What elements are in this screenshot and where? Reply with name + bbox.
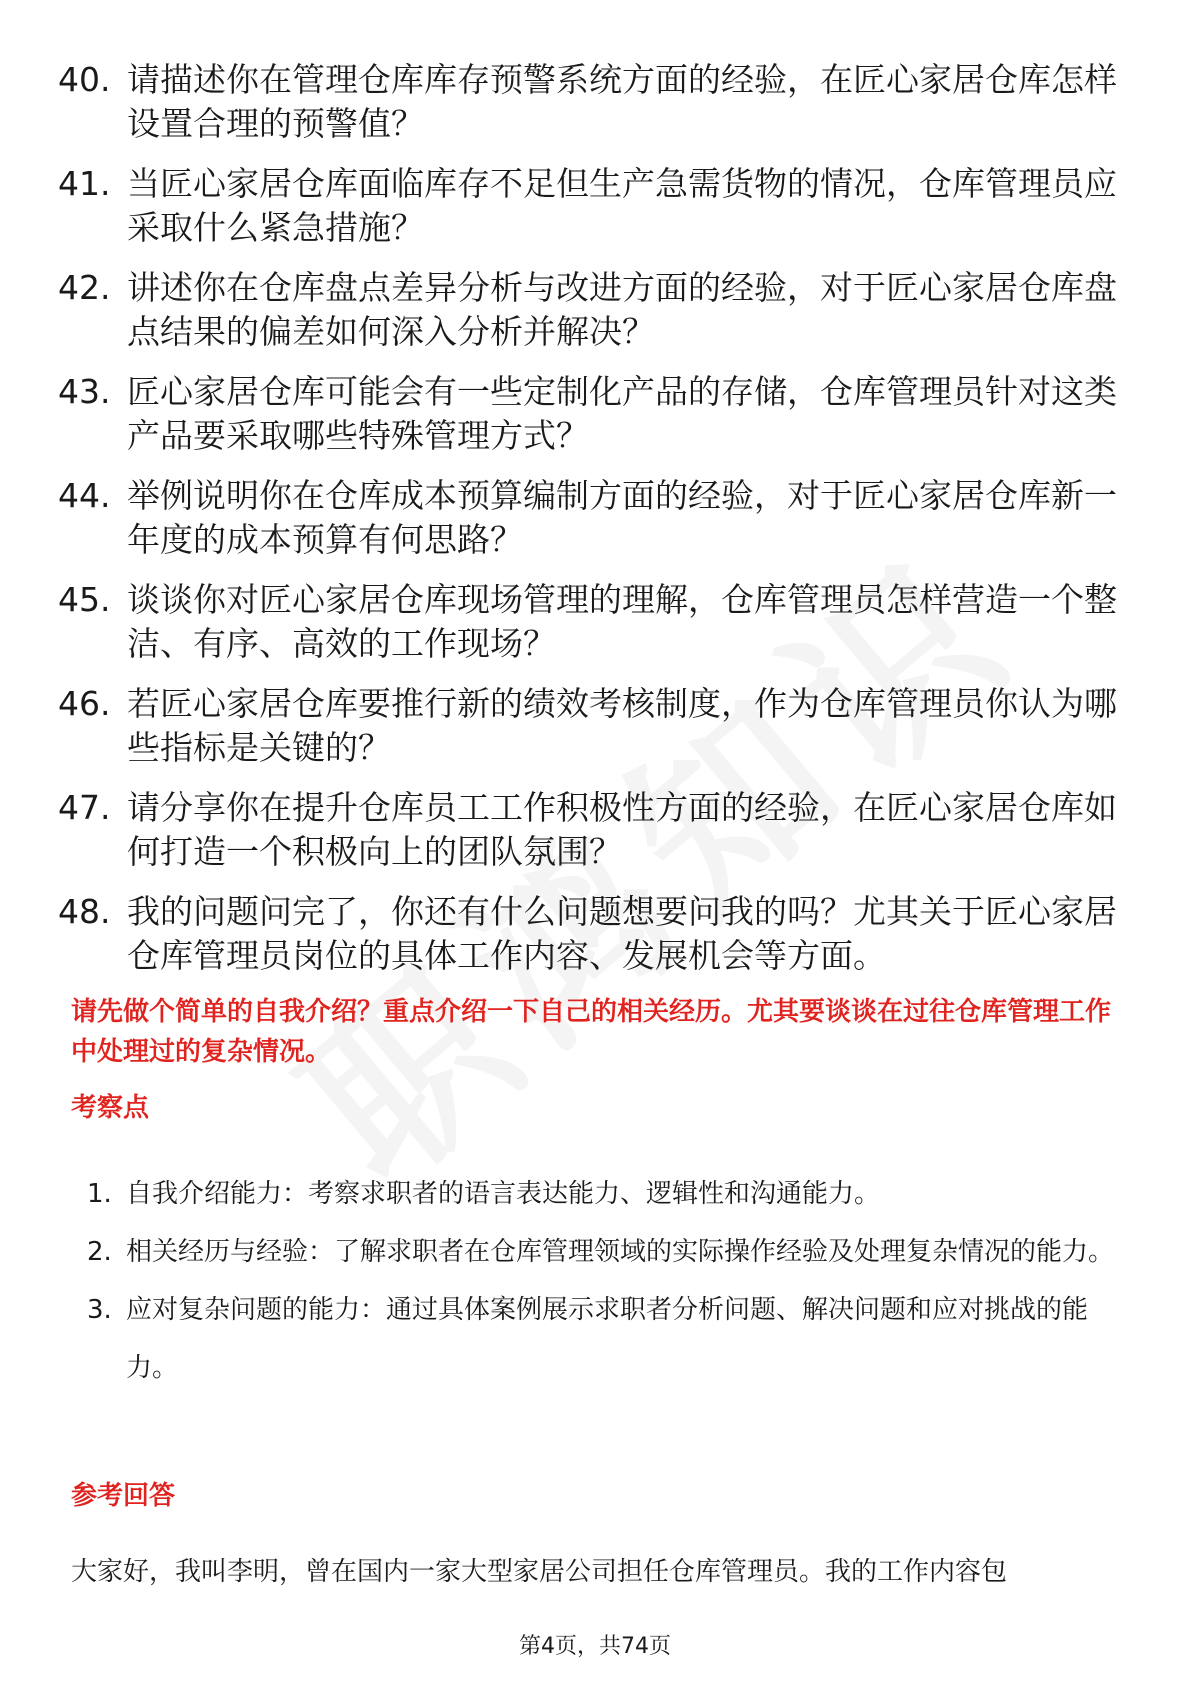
question-number: 43.	[58, 372, 111, 411]
points-list	[87, 1165, 1117, 1397]
question-number: 45.	[58, 580, 111, 619]
point-item	[87, 1165, 1117, 1223]
question-item	[58, 890, 1118, 978]
page-footer: 第4页，共74页	[519, 1634, 671, 1659]
point-text: 自我介绍能力：考察求职者的语言表达能力、逻辑性和沟通能力。	[126, 1179, 881, 1209]
question-text: 当匠心家居仓库面临库存不足但生产急需货物的情况，仓库管理员应采取什么紧急措施？	[127, 164, 1117, 247]
point-number: 1.	[87, 1179, 112, 1209]
answer-label: 参考回答	[71, 1481, 176, 1511]
question-text: 谈谈你对匠心家居仓库现场管理的理解，仓库管理员怎样营造一个整洁、有序、高效的工作现场？	[127, 580, 1117, 663]
question-number: 47.	[58, 788, 111, 827]
question-text: 请描述你在管理仓库库存预警系统方面的经验，在匠心家居仓库怎样设置合理的预警值？	[127, 60, 1117, 143]
question-item	[58, 162, 1118, 250]
featured-question: 请先做个简单的自我介绍？重点介绍一下自己的相关经历。尤其要谈谈在过往仓库管理工作中处理过的复杂情况。	[71, 997, 1112, 1067]
question-item	[58, 474, 1118, 562]
question-text: 匠心家居仓库可能会有一些定制化产品的存储，仓库管理员针对这类产品要采取哪些特殊管理方式？	[127, 372, 1117, 455]
point-number: 3.	[87, 1295, 112, 1325]
point-item	[87, 1223, 1117, 1281]
question-number: 46.	[58, 684, 111, 723]
question-item	[58, 786, 1118, 874]
question-item	[58, 370, 1118, 458]
point-text: 相关经历与经验：了解求职者在仓库管理领域的实际操作经验及处理复杂情况的能力。	[126, 1237, 1115, 1267]
point-number: 2.	[87, 1237, 112, 1267]
question-list	[58, 58, 1118, 994]
answer-text: 大家好，我叫李明，曾在国内一家大型家居公司担任仓库管理员。我的工作内容包	[71, 1557, 1008, 1587]
question-text: 举例说明你在仓库成本预算编制方面的经验，对于匠心家居仓库新一年度的成本预算有何思路？	[127, 476, 1117, 559]
question-number: 41.	[58, 164, 111, 203]
question-item	[58, 578, 1118, 666]
point-item	[87, 1281, 1117, 1397]
question-text: 我的问题问完了，你还有什么问题想要问我的吗？尤其关于匠心家居仓库管理员岗位的具体工作内容、发展机会等方面。	[127, 892, 1117, 975]
question-number: 44.	[58, 476, 111, 515]
question-number: 40.	[58, 60, 111, 99]
question-item	[58, 682, 1118, 770]
question-text: 若匠心家居仓库要推行新的绩效考核制度，作为仓库管理员你认为哪些指标是关键的？	[127, 684, 1117, 767]
question-item	[58, 58, 1118, 146]
question-item	[58, 266, 1118, 354]
point-text: 应对复杂问题的能力：通过具体案例展示求职者分析问题、解决问题和应对挑战的能力。	[126, 1295, 1089, 1383]
points-label: 考察点	[71, 1093, 150, 1123]
question-text: 讲述你在仓库盘点差异分析与改进方面的经验，对于匠心家居仓库盘点结果的偏差如何深入分析并解决？	[127, 268, 1117, 351]
question-text: 请分享你在提升仓库员工工作积极性方面的经验，在匠心家居仓库如何打造一个积极向上的团队氛围？	[127, 788, 1117, 871]
question-number: 42.	[58, 268, 111, 307]
question-number: 48.	[58, 892, 111, 931]
